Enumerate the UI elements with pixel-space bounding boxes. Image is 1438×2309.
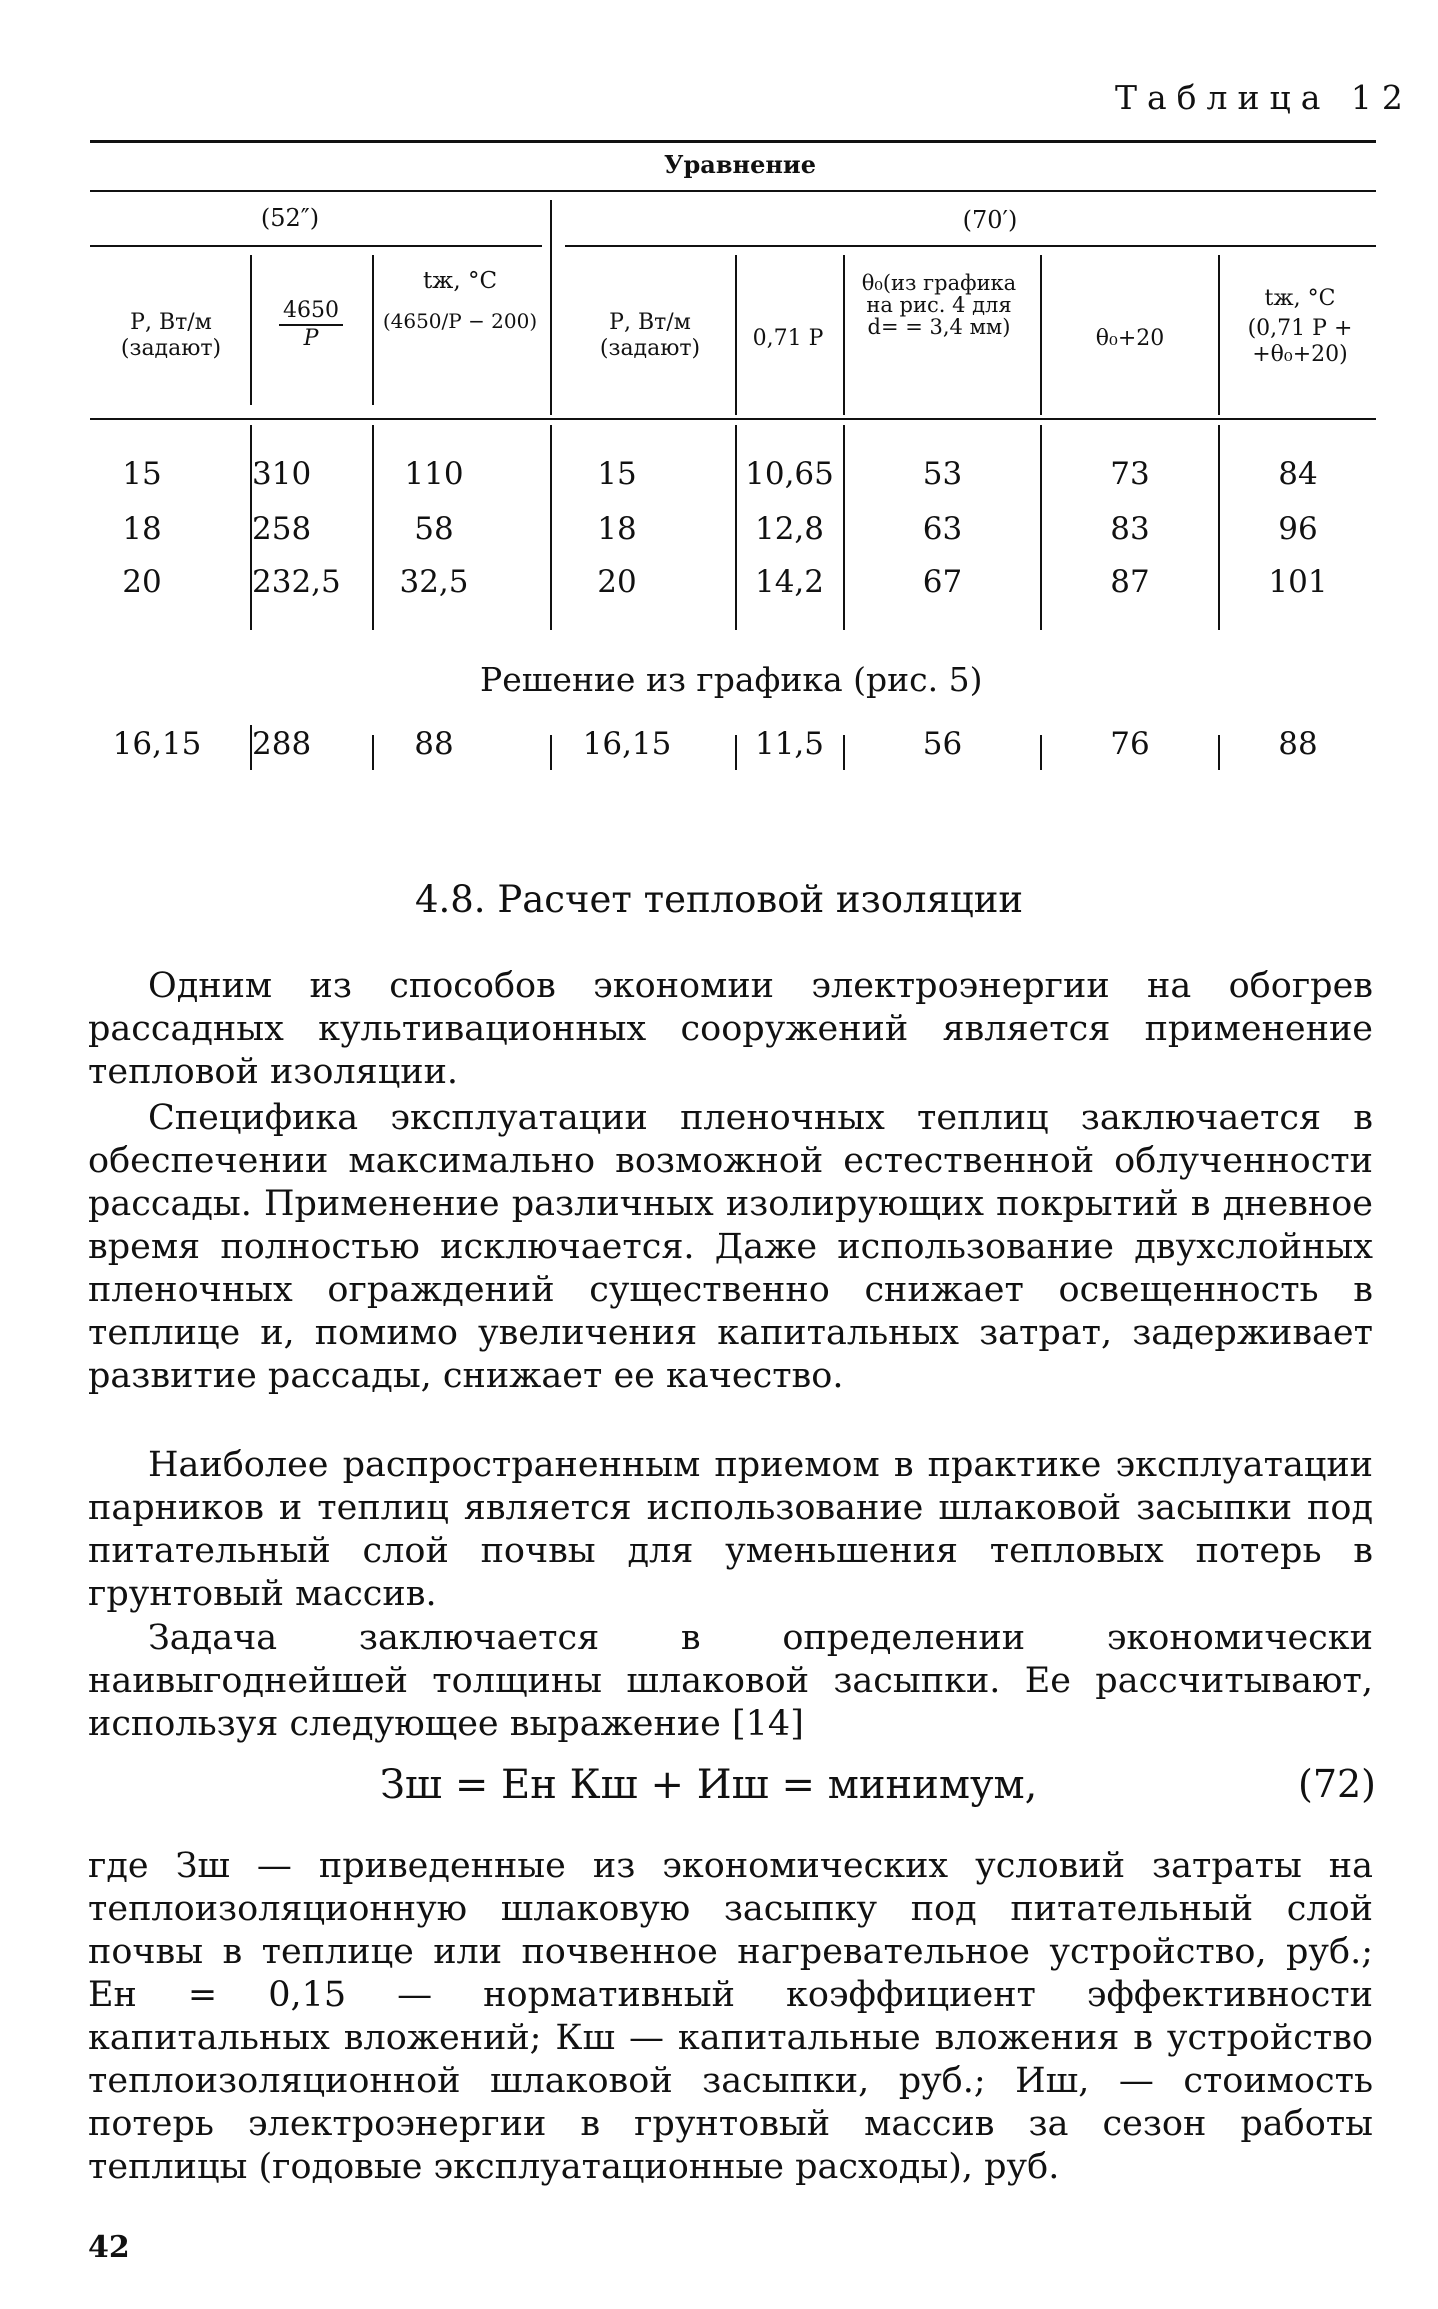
cell: 16,15 <box>112 726 202 762</box>
frac-den: P <box>303 326 319 351</box>
vline <box>1040 255 1042 415</box>
cell: 63 <box>922 511 963 547</box>
cell: 18 <box>597 511 637 547</box>
solution-caption: Решение из графика (рис. 5) <box>480 660 983 699</box>
t52-label: tж, °C <box>422 268 498 294</box>
cell: 88 <box>414 726 454 762</box>
formula-number: (72) <box>1298 1762 1377 1806</box>
cell: 83 <box>1110 511 1150 547</box>
cell: 67 <box>922 564 963 600</box>
cell: 15 <box>597 456 637 492</box>
vline <box>843 255 845 415</box>
group-70-rule <box>565 245 1376 247</box>
group-52-rule <box>90 245 542 247</box>
page-number: 42 <box>88 2230 130 2265</box>
header-p70: Р, Вт/м (задают) <box>599 310 701 361</box>
vline <box>1218 735 1220 770</box>
definition-paragraph: где Зш — приведенные из экономических условий затраты на теплоизоляционную шлаковую засыпку под питательный слой почвы в теплице или почвенное нагревательное устройство, руб.; Ен = 0,15 — нормативный коэффициент эффективности капитальных вложений; Кш — капитальные вложения в устройство теплоизоляционной шлаковой засыпки, руб.; Иш, — стоимость потерь электроэнергии в грунтовый массив за сезон работы теплицы (годовые эксплуатационные расходы), руб. <box>88 1846 1373 2187</box>
cell: 14,2 <box>754 564 825 600</box>
cell: 20 <box>597 564 637 600</box>
cell: 12,8 <box>754 511 825 547</box>
vline <box>843 735 845 770</box>
cell: 11,5 <box>754 726 825 762</box>
t70-formula: (0,71 Р + +θ₀+20) <box>1247 316 1353 367</box>
cell: 258 <box>252 511 312 547</box>
cell: 96 <box>1278 511 1318 547</box>
header-p071: 0,71 Р <box>752 326 824 351</box>
cell: 18 <box>122 511 162 547</box>
vline <box>735 735 737 770</box>
header-t70 <box>1225 286 1375 368</box>
header-theta: θ₀(из графика на рис. 4 для d= = 3,4 мм) <box>861 271 1017 339</box>
vline <box>1040 735 1042 770</box>
cell: 73 <box>1110 456 1150 492</box>
t52-formula: (4650/P − 200) <box>382 309 538 333</box>
group-70-header: (70′) <box>962 206 1018 234</box>
cell: 101 <box>1268 564 1328 600</box>
table-label: Таблица 12 <box>1115 78 1413 117</box>
vline <box>372 255 374 405</box>
vline <box>735 255 737 415</box>
cell: 58 <box>414 511 454 547</box>
vline <box>1218 255 1220 415</box>
cell: 310 <box>252 456 312 492</box>
cell: 15 <box>122 456 162 492</box>
cell: 76 <box>1110 726 1150 762</box>
vline <box>550 200 552 415</box>
vline <box>550 735 552 770</box>
equation-rule <box>90 190 1376 192</box>
frac-num: 4650 <box>279 298 343 326</box>
header-p52: Р, Вт/м (задают) <box>120 310 222 361</box>
cell: 87 <box>1110 564 1150 600</box>
vline <box>372 735 374 770</box>
cell: 232,5 <box>252 564 341 600</box>
table-top-rule <box>90 140 1376 143</box>
header-frac <box>255 298 367 352</box>
t70-label: tж, °C <box>1264 286 1336 311</box>
cell: 10,65 <box>745 456 834 492</box>
cell: 20 <box>122 564 162 600</box>
equation-header: Уравнение <box>664 150 816 179</box>
group-52-header: (52″) <box>260 204 320 232</box>
vline <box>250 725 252 770</box>
cell: 288 <box>252 726 312 762</box>
cell: 84 <box>1278 456 1318 492</box>
header-bottom-rule <box>90 418 1376 420</box>
paragraph: Задача заключается в определении экономически наивыгоднейшей толщины шлаковой засыпки. Ее рассчитывают, используя следующее выражение [14] <box>88 1618 1373 1744</box>
header-t52 <box>375 268 545 334</box>
paragraph: Одним из способов экономии электроэнергии на обогрев рассадных культивационных сооружений является применение тепловой изоляции. <box>88 966 1373 1092</box>
header-theta20: θ₀+20 <box>1095 326 1165 351</box>
cell: 32,5 <box>399 564 469 600</box>
cell: 88 <box>1278 726 1318 762</box>
cell: 16,15 <box>582 726 672 762</box>
section-title: 4.8. Расчет тепловой изоляции <box>414 878 1024 921</box>
cell: 53 <box>922 456 963 492</box>
cell: 56 <box>922 726 963 762</box>
cell: 110 <box>404 456 464 492</box>
paragraph: Специфика эксплуатации пленочных теплиц заключается в обеспечении максимально возможной естественной облученности рассады. Применение различных изолирующих покрытий в дневное время полностью исключается. Даже использование двухслойных пленочных ограждений существенно снижает освещенность в теплице и, помимо увеличения капитальных затрат, задерживает развитие рассады, снижает ее качество. <box>88 1098 1373 1396</box>
vline <box>250 255 252 405</box>
paragraph: Наиболее распространенным приемом в практике эксплуатации парников и теплиц является использование шлаковой засыпки под питательный слой почвы для уменьшения тепловых потерь в грунтовый массив. <box>88 1445 1373 1614</box>
formula: Зш = Ен Кш + Иш = минимум, <box>380 1762 1038 1808</box>
